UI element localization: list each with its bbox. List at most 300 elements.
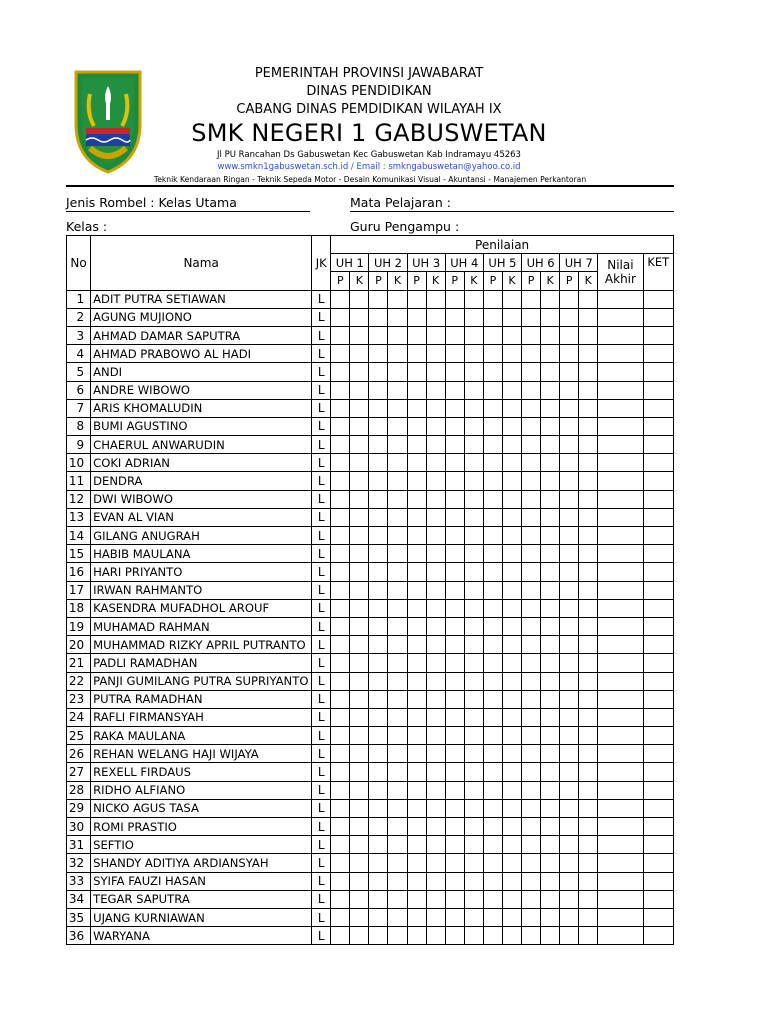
score-cell[interactable]: [541, 545, 560, 563]
score-cell[interactable]: [350, 799, 369, 817]
score-cell[interactable]: [426, 708, 445, 726]
score-cell[interactable]: [426, 690, 445, 708]
nilai-akhir-cell[interactable]: [598, 708, 643, 726]
score-cell[interactable]: [426, 890, 445, 908]
score-cell[interactable]: [350, 781, 369, 799]
score-cell[interactable]: [369, 472, 388, 490]
score-cell[interactable]: [426, 290, 445, 308]
score-cell[interactable]: [464, 308, 483, 326]
nilai-akhir-cell[interactable]: [598, 563, 643, 581]
score-cell[interactable]: [407, 345, 426, 363]
score-cell[interactable]: [445, 581, 464, 599]
score-cell[interactable]: [407, 690, 426, 708]
score-cell[interactable]: [388, 290, 407, 308]
score-cell[interactable]: [483, 545, 502, 563]
score-cell[interactable]: [350, 363, 369, 381]
score-cell[interactable]: [407, 508, 426, 526]
score-cell[interactable]: [483, 417, 502, 435]
score-cell[interactable]: [483, 908, 502, 926]
score-cell[interactable]: [560, 727, 579, 745]
score-cell[interactable]: [541, 508, 560, 526]
score-cell[interactable]: [407, 399, 426, 417]
score-cell[interactable]: [388, 454, 407, 472]
score-cell[interactable]: [407, 381, 426, 399]
score-cell[interactable]: [502, 308, 521, 326]
score-cell[interactable]: [522, 617, 541, 635]
score-cell[interactable]: [579, 727, 598, 745]
score-cell[interactable]: [483, 326, 502, 344]
ket-cell[interactable]: [643, 763, 673, 781]
score-cell[interactable]: [350, 290, 369, 308]
score-cell[interactable]: [331, 654, 350, 672]
score-cell[interactable]: [407, 326, 426, 344]
score-cell[interactable]: [426, 454, 445, 472]
score-cell[interactable]: [522, 745, 541, 763]
score-cell[interactable]: [560, 308, 579, 326]
score-cell[interactable]: [541, 436, 560, 454]
score-cell[interactable]: [331, 563, 350, 581]
score-cell[interactable]: [464, 799, 483, 817]
score-cell[interactable]: [426, 345, 445, 363]
score-cell[interactable]: [407, 854, 426, 872]
score-cell[interactable]: [369, 818, 388, 836]
score-cell[interactable]: [560, 399, 579, 417]
score-cell[interactable]: [541, 690, 560, 708]
nilai-akhir-cell[interactable]: [598, 581, 643, 599]
score-cell[interactable]: [579, 799, 598, 817]
score-cell[interactable]: [579, 345, 598, 363]
ket-cell[interactable]: [643, 836, 673, 854]
score-cell[interactable]: [541, 727, 560, 745]
score-cell[interactable]: [426, 308, 445, 326]
score-cell[interactable]: [426, 417, 445, 435]
score-cell[interactable]: [464, 854, 483, 872]
score-cell[interactable]: [560, 472, 579, 490]
score-cell[interactable]: [445, 490, 464, 508]
score-cell[interactable]: [560, 890, 579, 908]
score-cell[interactable]: [502, 472, 521, 490]
score-cell[interactable]: [369, 654, 388, 672]
score-cell[interactable]: [426, 836, 445, 854]
score-cell[interactable]: [369, 890, 388, 908]
ket-cell[interactable]: [643, 399, 673, 417]
score-cell[interactable]: [407, 745, 426, 763]
score-cell[interactable]: [445, 781, 464, 799]
score-cell[interactable]: [579, 599, 598, 617]
score-cell[interactable]: [560, 927, 579, 945]
score-cell[interactable]: [502, 545, 521, 563]
score-cell[interactable]: [502, 617, 521, 635]
score-cell[interactable]: [522, 490, 541, 508]
score-cell[interactable]: [522, 308, 541, 326]
score-cell[interactable]: [502, 927, 521, 945]
score-cell[interactable]: [388, 727, 407, 745]
score-cell[interactable]: [464, 363, 483, 381]
score-cell[interactable]: [464, 745, 483, 763]
score-cell[interactable]: [483, 745, 502, 763]
score-cell[interactable]: [483, 727, 502, 745]
score-cell[interactable]: [483, 890, 502, 908]
score-cell[interactable]: [445, 454, 464, 472]
score-cell[interactable]: [502, 854, 521, 872]
score-cell[interactable]: [483, 399, 502, 417]
score-cell[interactable]: [331, 399, 350, 417]
score-cell[interactable]: [426, 326, 445, 344]
score-cell[interactable]: [502, 454, 521, 472]
score-cell[interactable]: [369, 381, 388, 399]
nilai-akhir-cell[interactable]: [598, 308, 643, 326]
score-cell[interactable]: [407, 363, 426, 381]
score-cell[interactable]: [560, 908, 579, 926]
score-cell[interactable]: [331, 345, 350, 363]
score-cell[interactable]: [426, 727, 445, 745]
score-cell[interactable]: [483, 818, 502, 836]
score-cell[interactable]: [388, 363, 407, 381]
score-cell[interactable]: [502, 563, 521, 581]
score-cell[interactable]: [445, 563, 464, 581]
score-cell[interactable]: [445, 672, 464, 690]
score-cell[interactable]: [369, 745, 388, 763]
score-cell[interactable]: [579, 818, 598, 836]
score-cell[interactable]: [350, 836, 369, 854]
score-cell[interactable]: [407, 818, 426, 836]
score-cell[interactable]: [426, 599, 445, 617]
score-cell[interactable]: [483, 836, 502, 854]
ket-cell[interactable]: [643, 472, 673, 490]
score-cell[interactable]: [331, 363, 350, 381]
score-cell[interactable]: [445, 854, 464, 872]
score-cell[interactable]: [331, 890, 350, 908]
score-cell[interactable]: [350, 690, 369, 708]
score-cell[interactable]: [445, 381, 464, 399]
score-cell[interactable]: [388, 872, 407, 890]
score-cell[interactable]: [388, 654, 407, 672]
nilai-akhir-cell[interactable]: [598, 854, 643, 872]
score-cell[interactable]: [350, 617, 369, 635]
score-cell[interactable]: [445, 417, 464, 435]
score-cell[interactable]: [331, 908, 350, 926]
score-cell[interactable]: [522, 690, 541, 708]
score-cell[interactable]: [541, 345, 560, 363]
score-cell[interactable]: [369, 527, 388, 545]
score-cell[interactable]: [483, 654, 502, 672]
score-cell[interactable]: [560, 436, 579, 454]
score-cell[interactable]: [541, 636, 560, 654]
score-cell[interactable]: [331, 799, 350, 817]
score-cell[interactable]: [369, 599, 388, 617]
score-cell[interactable]: [522, 527, 541, 545]
score-cell[interactable]: [522, 872, 541, 890]
score-cell[interactable]: [369, 399, 388, 417]
score-cell[interactable]: [369, 617, 388, 635]
score-cell[interactable]: [483, 872, 502, 890]
score-cell[interactable]: [350, 308, 369, 326]
score-cell[interactable]: [445, 908, 464, 926]
score-cell[interactable]: [541, 326, 560, 344]
score-cell[interactable]: [541, 617, 560, 635]
score-cell[interactable]: [522, 799, 541, 817]
score-cell[interactable]: [502, 290, 521, 308]
score-cell[interactable]: [464, 654, 483, 672]
score-cell[interactable]: [522, 836, 541, 854]
nilai-akhir-cell[interactable]: [598, 672, 643, 690]
score-cell[interactable]: [331, 672, 350, 690]
score-cell[interactable]: [426, 672, 445, 690]
score-cell[interactable]: [331, 508, 350, 526]
score-cell[interactable]: [388, 672, 407, 690]
score-cell[interactable]: [522, 599, 541, 617]
score-cell[interactable]: [350, 345, 369, 363]
score-cell[interactable]: [388, 545, 407, 563]
score-cell[interactable]: [579, 563, 598, 581]
score-cell[interactable]: [464, 836, 483, 854]
score-cell[interactable]: [350, 436, 369, 454]
score-cell[interactable]: [579, 781, 598, 799]
score-cell[interactable]: [350, 745, 369, 763]
score-cell[interactable]: [369, 836, 388, 854]
ket-cell[interactable]: [643, 799, 673, 817]
score-cell[interactable]: [369, 708, 388, 726]
score-cell[interactable]: [541, 818, 560, 836]
score-cell[interactable]: [579, 854, 598, 872]
nilai-akhir-cell[interactable]: [598, 872, 643, 890]
score-cell[interactable]: [541, 290, 560, 308]
score-cell[interactable]: [407, 527, 426, 545]
score-cell[interactable]: [464, 490, 483, 508]
nilai-akhir-cell[interactable]: [598, 763, 643, 781]
score-cell[interactable]: [388, 527, 407, 545]
score-cell[interactable]: [579, 872, 598, 890]
score-cell[interactable]: [560, 326, 579, 344]
ket-cell[interactable]: [643, 563, 673, 581]
score-cell[interactable]: [560, 417, 579, 435]
nilai-akhir-cell[interactable]: [598, 890, 643, 908]
score-cell[interactable]: [579, 399, 598, 417]
score-cell[interactable]: [388, 508, 407, 526]
score-cell[interactable]: [407, 436, 426, 454]
score-cell[interactable]: [331, 308, 350, 326]
score-cell[interactable]: [541, 927, 560, 945]
score-cell[interactable]: [579, 290, 598, 308]
score-cell[interactable]: [541, 399, 560, 417]
score-cell[interactable]: [331, 617, 350, 635]
score-cell[interactable]: [483, 799, 502, 817]
score-cell[interactable]: [522, 381, 541, 399]
nilai-akhir-cell[interactable]: [598, 654, 643, 672]
score-cell[interactable]: [579, 836, 598, 854]
score-cell[interactable]: [407, 599, 426, 617]
score-cell[interactable]: [407, 417, 426, 435]
score-cell[interactable]: [502, 690, 521, 708]
score-cell[interactable]: [522, 472, 541, 490]
score-cell[interactable]: [445, 927, 464, 945]
score-cell[interactable]: [331, 290, 350, 308]
score-cell[interactable]: [464, 345, 483, 363]
score-cell[interactable]: [464, 599, 483, 617]
ket-cell[interactable]: [643, 854, 673, 872]
score-cell[interactable]: [522, 399, 541, 417]
score-cell[interactable]: [483, 563, 502, 581]
score-cell[interactable]: [331, 545, 350, 563]
score-cell[interactable]: [522, 581, 541, 599]
score-cell[interactable]: [445, 763, 464, 781]
score-cell[interactable]: [369, 345, 388, 363]
ket-cell[interactable]: [643, 727, 673, 745]
score-cell[interactable]: [388, 599, 407, 617]
score-cell[interactable]: [369, 763, 388, 781]
score-cell[interactable]: [522, 545, 541, 563]
score-cell[interactable]: [560, 508, 579, 526]
score-cell[interactable]: [388, 763, 407, 781]
score-cell[interactable]: [426, 363, 445, 381]
score-cell[interactable]: [579, 890, 598, 908]
score-cell[interactable]: [350, 708, 369, 726]
score-cell[interactable]: [502, 890, 521, 908]
score-cell[interactable]: [369, 363, 388, 381]
score-cell[interactable]: [331, 727, 350, 745]
score-cell[interactable]: [502, 781, 521, 799]
score-cell[interactable]: [369, 636, 388, 654]
nilai-akhir-cell[interactable]: [598, 636, 643, 654]
score-cell[interactable]: [560, 708, 579, 726]
score-cell[interactable]: [579, 490, 598, 508]
ket-cell[interactable]: [643, 490, 673, 508]
school-web-email[interactable]: www.smkn1gabuswetan.sch.id / Email : smkngabuswetan@yahoo.co.id: [217, 162, 521, 172]
nilai-akhir-cell[interactable]: [598, 617, 643, 635]
score-cell[interactable]: [445, 690, 464, 708]
score-cell[interactable]: [541, 654, 560, 672]
score-cell[interactable]: [426, 508, 445, 526]
score-cell[interactable]: [464, 527, 483, 545]
score-cell[interactable]: [350, 472, 369, 490]
score-cell[interactable]: [560, 290, 579, 308]
score-cell[interactable]: [541, 745, 560, 763]
score-cell[interactable]: [483, 581, 502, 599]
score-cell[interactable]: [522, 363, 541, 381]
score-cell[interactable]: [350, 417, 369, 435]
score-cell[interactable]: [579, 908, 598, 926]
score-cell[interactable]: [579, 672, 598, 690]
score-cell[interactable]: [464, 508, 483, 526]
score-cell[interactable]: [407, 890, 426, 908]
score-cell[interactable]: [541, 454, 560, 472]
score-cell[interactable]: [426, 617, 445, 635]
score-cell[interactable]: [331, 872, 350, 890]
score-cell[interactable]: [522, 927, 541, 945]
score-cell[interactable]: [445, 545, 464, 563]
score-cell[interactable]: [369, 454, 388, 472]
score-cell[interactable]: [483, 472, 502, 490]
score-cell[interactable]: [350, 581, 369, 599]
score-cell[interactable]: [369, 799, 388, 817]
score-cell[interactable]: [522, 345, 541, 363]
score-cell[interactable]: [502, 381, 521, 399]
score-cell[interactable]: [426, 581, 445, 599]
score-cell[interactable]: [464, 927, 483, 945]
score-cell[interactable]: [445, 818, 464, 836]
score-cell[interactable]: [560, 599, 579, 617]
ket-cell[interactable]: [643, 545, 673, 563]
score-cell[interactable]: [541, 563, 560, 581]
score-cell[interactable]: [407, 545, 426, 563]
score-cell[interactable]: [426, 872, 445, 890]
score-cell[interactable]: [350, 654, 369, 672]
score-cell[interactable]: [560, 672, 579, 690]
score-cell[interactable]: [464, 727, 483, 745]
score-cell[interactable]: [426, 799, 445, 817]
score-cell[interactable]: [445, 599, 464, 617]
nilai-akhir-cell[interactable]: [598, 508, 643, 526]
score-cell[interactable]: [464, 908, 483, 926]
nilai-akhir-cell[interactable]: [598, 727, 643, 745]
score-cell[interactable]: [388, 708, 407, 726]
score-cell[interactable]: [579, 763, 598, 781]
score-cell[interactable]: [541, 781, 560, 799]
score-cell[interactable]: [445, 745, 464, 763]
ket-cell[interactable]: [643, 654, 673, 672]
ket-cell[interactable]: [643, 363, 673, 381]
score-cell[interactable]: [579, 690, 598, 708]
score-cell[interactable]: [483, 690, 502, 708]
score-cell[interactable]: [579, 708, 598, 726]
score-cell[interactable]: [579, 436, 598, 454]
ket-cell[interactable]: [643, 690, 673, 708]
score-cell[interactable]: [464, 290, 483, 308]
score-cell[interactable]: [350, 872, 369, 890]
score-cell[interactable]: [541, 381, 560, 399]
score-cell[interactable]: [483, 708, 502, 726]
score-cell[interactable]: [522, 890, 541, 908]
ket-cell[interactable]: [643, 927, 673, 945]
score-cell[interactable]: [541, 417, 560, 435]
nilai-akhir-cell[interactable]: [598, 436, 643, 454]
nilai-akhir-cell[interactable]: [598, 908, 643, 926]
score-cell[interactable]: [522, 436, 541, 454]
score-cell[interactable]: [331, 763, 350, 781]
score-cell[interactable]: [331, 454, 350, 472]
score-cell[interactable]: [464, 781, 483, 799]
ket-cell[interactable]: [643, 581, 673, 599]
nilai-akhir-cell[interactable]: [598, 545, 643, 563]
score-cell[interactable]: [560, 545, 579, 563]
score-cell[interactable]: [579, 454, 598, 472]
score-cell[interactable]: [560, 818, 579, 836]
score-cell[interactable]: [560, 381, 579, 399]
score-cell[interactable]: [502, 763, 521, 781]
score-cell[interactable]: [579, 363, 598, 381]
score-cell[interactable]: [331, 527, 350, 545]
score-cell[interactable]: [522, 636, 541, 654]
ket-cell[interactable]: [643, 508, 673, 526]
score-cell[interactable]: [560, 490, 579, 508]
nilai-akhir-cell[interactable]: [598, 490, 643, 508]
score-cell[interactable]: [369, 563, 388, 581]
score-cell[interactable]: [464, 690, 483, 708]
score-cell[interactable]: [350, 399, 369, 417]
score-cell[interactable]: [483, 636, 502, 654]
score-cell[interactable]: [350, 927, 369, 945]
score-cell[interactable]: [502, 708, 521, 726]
score-cell[interactable]: [350, 636, 369, 654]
score-cell[interactable]: [350, 508, 369, 526]
score-cell[interactable]: [331, 927, 350, 945]
score-cell[interactable]: [560, 581, 579, 599]
score-cell[interactable]: [331, 854, 350, 872]
score-cell[interactable]: [502, 672, 521, 690]
score-cell[interactable]: [388, 818, 407, 836]
score-cell[interactable]: [350, 672, 369, 690]
score-cell[interactable]: [388, 345, 407, 363]
